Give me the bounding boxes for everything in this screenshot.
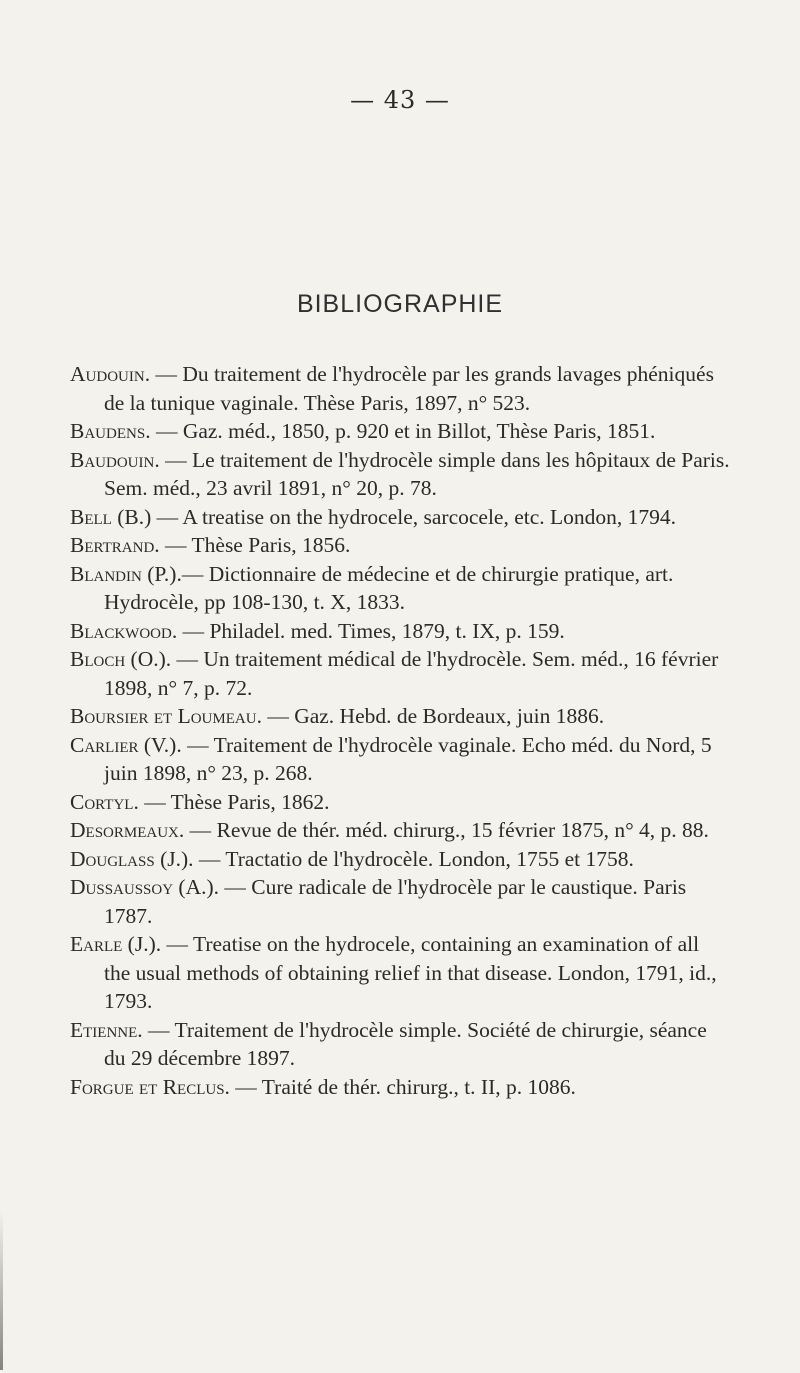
entry-author: Boursier et Loumeau	[70, 704, 257, 728]
entry-text: — Dictionnaire de médecine et de chirurgie pratique, art. Hydrocèle, pp 108-130, t. X, 1833.	[104, 561, 674, 614]
entry-author: Desormeaux	[70, 818, 179, 842]
entry-text: — Philadel. med. Times, 1879, t. IX, p. 159.	[182, 618, 565, 643]
bibliography-entry-boursier: Boursier et Loumeau. — Gaz. Hebd. de Bordeaux, juin 1886.	[70, 704, 605, 728]
entry-author: Baudouin	[70, 447, 155, 472]
entry-author: Bell (B.)	[70, 504, 152, 529]
bibliography-entry-baudouin: Baudouin. — Le traitement de l'hydrocèle simple dans les hôpitaux de Paris. Sem. méd., 23 avril 1891, n° 20, p. 78.	[70, 447, 730, 500]
bibliography-entry-audouin: Audouin. — Du traitement de l'hydrocèle par les grands lavages phéniqués de la tunique vaginale. Thèse Paris, 1897, n° 523.	[70, 362, 714, 415]
entry-text: — Traité de thér. chirurg., t. II, p. 1086.	[235, 1074, 576, 1099]
bibliography-entry-dussaussoy: Dussaussoy (A.). — Cure radicale de l'hydrocèle par le caustique. Paris 1787.	[70, 875, 687, 928]
bibliography-entry-desormeaux: Desormeaux. — Revue de thér. méd. chirurg., 15 février 1875, n° 4, p. 88.	[70, 818, 709, 842]
entry-author: Bertrand	[70, 533, 155, 557]
entry-author: Cortyl	[70, 789, 134, 814]
page-edge-shadow	[0, 1210, 3, 1370]
entry-author: Blackwood	[70, 618, 172, 643]
bibliography-list	[70, 360, 730, 1101]
entry-author: Forgue et Reclus	[70, 1074, 225, 1099]
bibliography-entry-baudens: Baudens. — Gaz. méd., 1850, p. 920 et in Billot, Thèse Paris, 1851.	[70, 419, 656, 443]
bibliography-entry-carlier: Carlier (V.). — Traitement de l'hydrocèle vaginale. Echo méd. du Nord, 5 juin 1898, n° 23, p. 268.	[70, 732, 712, 785]
page-number: — 43 —	[350, 86, 450, 114]
entry-text: — Cure radicale de l'hydrocèle par le caustique. Paris 1787.	[104, 875, 687, 928]
entry-text: — Tractatio de l'hydrocèle. London, 1755 et 1758.	[198, 846, 634, 871]
bibliography-entry-earle: Earle (J.). — Treatise on the hydrocele, containing an examination of all the usual methods of obtaining relief in that disease. London, 1791, id., 1793.	[70, 932, 717, 1013]
entry-author: Etienne	[70, 1017, 138, 1042]
entry-text: — Thèse Paris, 1862.	[144, 789, 330, 814]
entry-text: — Treatise on the hydrocele, containing an examination of all the usual methods of obtaining relief in that disease. London, 1791, id., 1793.	[104, 932, 717, 1013]
page-title: BIBLIOGRAPHIE	[296, 290, 504, 318]
bibliography-entry-blandin: Blandin (P.).— Dictionnaire de médecine et de chirurgie pratique, art. Hydrocèle, pp 108-130, t. X, 1833.	[70, 561, 674, 614]
entry-text: — Thèse Paris, 1856.	[165, 533, 351, 557]
entry-text: — Revue de thér. méd. chirurg., 15 février 1875, n° 4, p. 88.	[189, 818, 709, 842]
entry-text: — A treatise on the hydrocele, sarcocele, etc. London, 1794.	[156, 504, 677, 529]
bibliography-entry-etienne: Etienne. — Traitement de l'hydrocèle simple. Société de chirurgie, séance du 29 décembre 1897.	[70, 1017, 707, 1070]
entry-text: — Un traitement médical de l'hydrocèle. Sem. méd., 16 février 1898, n° 7, p. 72.	[104, 647, 719, 700]
entry-text: — Traitement de l'hydrocèle vaginale. Echo méd. du Nord, 5 juin 1898, n° 23, p. 268.	[104, 732, 712, 785]
entry-text: — Gaz. méd., 1850, p. 920 et in Billot, Thèse Paris, 1851.	[155, 419, 656, 443]
entry-author: Blandin (P.)	[70, 561, 177, 586]
bibliography-entry-bloch: Bloch (O.). — Un traitement médical de l'hydrocèle. Sem. méd., 16 février 1898, n° 7, p. 72.	[70, 647, 719, 700]
entry-text: — Du traitement de l'hydrocèle par les grands lavages phéniqués de la tunique vaginale. Thèse Paris, 1897, n° 523.	[104, 362, 714, 415]
bibliography-entry-forgue: Forgue et Reclus. — Traité de thér. chirurg., t. II, p. 1086.	[70, 1074, 576, 1099]
entry-author: Dussaussoy (A.)	[70, 875, 214, 899]
entry-author: Carlier (V.)	[70, 732, 177, 757]
entry-text: — Traitement de l'hydrocèle simple. Société de chirurgie, séance du 29 décembre 1897.	[104, 1017, 707, 1070]
entry-author: Earle (J.)	[70, 932, 156, 956]
bibliography-entry-blackwood: Blackwood. — Philadel. med. Times, 1879, t. IX, p. 159.	[70, 618, 565, 643]
entry-text: — Gaz. Hebd. de Bordeaux, juin 1886.	[267, 704, 605, 728]
entry-text: — Le traitement de l'hydrocèle simple dans les hôpitaux de Paris. Sem. méd., 23 avril 1891, n° 20, p. 78.	[104, 447, 730, 500]
entry-author: Audouin	[70, 362, 145, 386]
entry-author: Douglass (J.)	[70, 846, 189, 871]
bibliography-entry-bertrand: Bertrand. — Thèse Paris, 1856.	[70, 533, 351, 557]
bibliography-entry-douglass: Douglass (J.). — Tractatio de l'hydrocèle. London, 1755 et 1758.	[70, 846, 634, 871]
entry-author: Baudens	[70, 419, 146, 443]
bibliography-entry-bell	[70, 503, 730, 532]
bibliography-entry-cortyl: Cortyl. — Thèse Paris, 1862.	[70, 789, 330, 814]
entry-author: Bloch (O.)	[70, 647, 166, 671]
